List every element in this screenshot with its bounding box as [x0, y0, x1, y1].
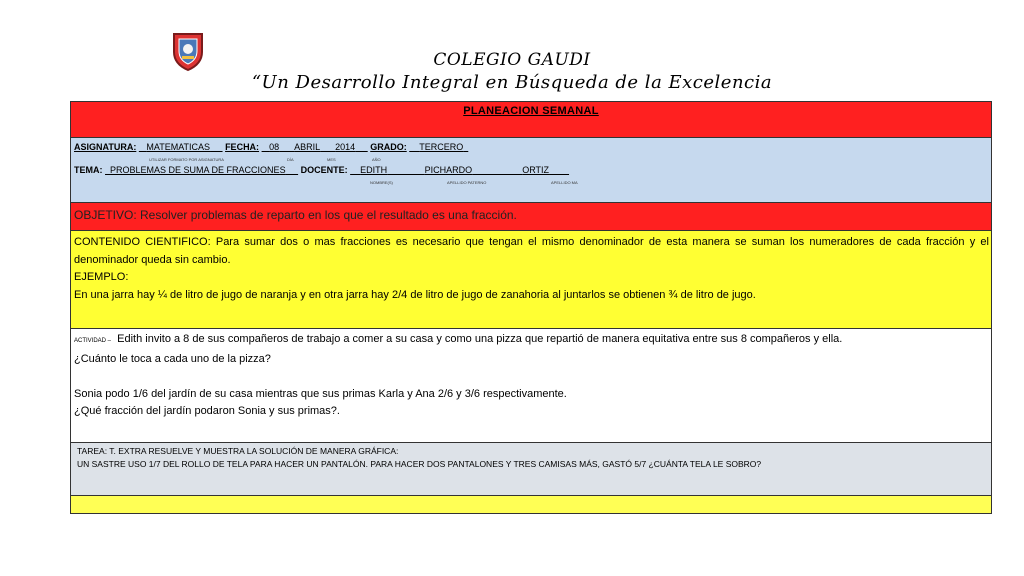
hint-materno: APELLIDO MA	[551, 180, 578, 185]
example-label: EJEMPLO:	[74, 271, 129, 283]
plan-meta-row	[71, 138, 991, 203]
grado-label: GRADO:	[370, 142, 407, 152]
content-row	[71, 231, 991, 329]
docente-value: EDITH PICHARDO ORTIZ	[360, 165, 550, 175]
hint-mes: MES	[327, 157, 336, 162]
objective-row	[71, 203, 991, 231]
hint-formato: UTILIZAR FORMATO POR ASIGNATURA	[149, 157, 224, 162]
footer-row	[71, 496, 991, 513]
hint-paterno: APELLIDO PATERNO	[447, 180, 487, 185]
tema-value: PROBLEMAS DE SUMA DE FRACCIONES	[110, 165, 286, 175]
example-text: En una jarra hay ¼ de litro de jugo de naranja y en otra jarra hay 2/4 de litro de jugo de zanahoria al juntarlos se obtienen ¾ de litro de jugo.	[74, 288, 756, 301]
school-motto: “Un Desarrollo Integral en Búsqueda de la Excelencia	[251, 72, 773, 93]
objective-text: OBJETIVO: Resolver problemas de reparto en los que el resultado es una fracción.	[74, 208, 517, 222]
activity-row	[71, 329, 991, 443]
grado-value: TERCERO	[419, 142, 464, 152]
topic-line	[74, 165, 569, 175]
fecha-label: FECHA:	[225, 142, 260, 152]
school-name: COLEGIO GAUDI	[433, 50, 591, 70]
activity-block	[74, 331, 989, 421]
content-definition: CONTENIDO CIENTIFICO: Para sumar dos o mas fracciones es necesario que tengan el mismo denominador de esta manera se suman los numeradores de cada fracción y el denominador queda sin cambio.	[74, 236, 989, 266]
activity-tag: ACTIVIDAD –	[74, 338, 112, 344]
homework-problem: UN SASTRE USO 1/7 DEL ROLLO DE TELA PARA HACER UN PANTALÓN. PARA HACER DOS PANTALONES Y TRES CAMISAS MÁS, GASTÓ 5/7 ¿CUÁNTA TELA LE SOBRO?	[77, 459, 762, 469]
activity-problem-2: Sonia podo 1/6 del jardín de su casa mientras que sus primas Karla y Ana 2/6 y 3/6 respectivamente.	[74, 387, 567, 400]
docente-label: DOCENTE:	[300, 165, 348, 175]
tema-label: TEMA:	[74, 165, 103, 175]
activity-question-2: ¿Qué fracción del jardín podaron Sonia y sus primas?.	[74, 405, 340, 417]
plan-title: PLANEACION SEMANAL	[463, 105, 599, 117]
activity-question-1: ¿Cuánto le toca a cada uno de la pizza?	[74, 352, 271, 365]
subject-line	[74, 142, 468, 152]
activity-problem-1: ACTIVIDAD – Edith invito a 8 de sus compañeros de trabajo a comer a su casa y como una pizza que repartió de manera equitativa entre sus 8 compañeros y ella.	[74, 333, 843, 345]
fecha-value: 08 ABRIL 2014	[269, 142, 356, 152]
hint-anio: AÑO	[372, 157, 381, 162]
homework-block	[77, 445, 987, 471]
asignatura-label: ASIGNATURA:	[74, 142, 137, 152]
weekly-plan-table	[70, 101, 992, 514]
asignatura-value: MATEMATICAS	[146, 142, 211, 152]
homework-title: TAREA: T. EXTRA RESUELVE Y MUESTRA LA SOLUCIÓN DE MANERA GRÁFICA:	[77, 446, 399, 456]
homework-row	[71, 443, 991, 496]
hint-nombre: NOMBRE(S)	[370, 180, 393, 185]
hint-dia: DÍA	[287, 157, 294, 162]
plan-header-row	[71, 102, 991, 138]
content-block	[74, 234, 989, 304]
